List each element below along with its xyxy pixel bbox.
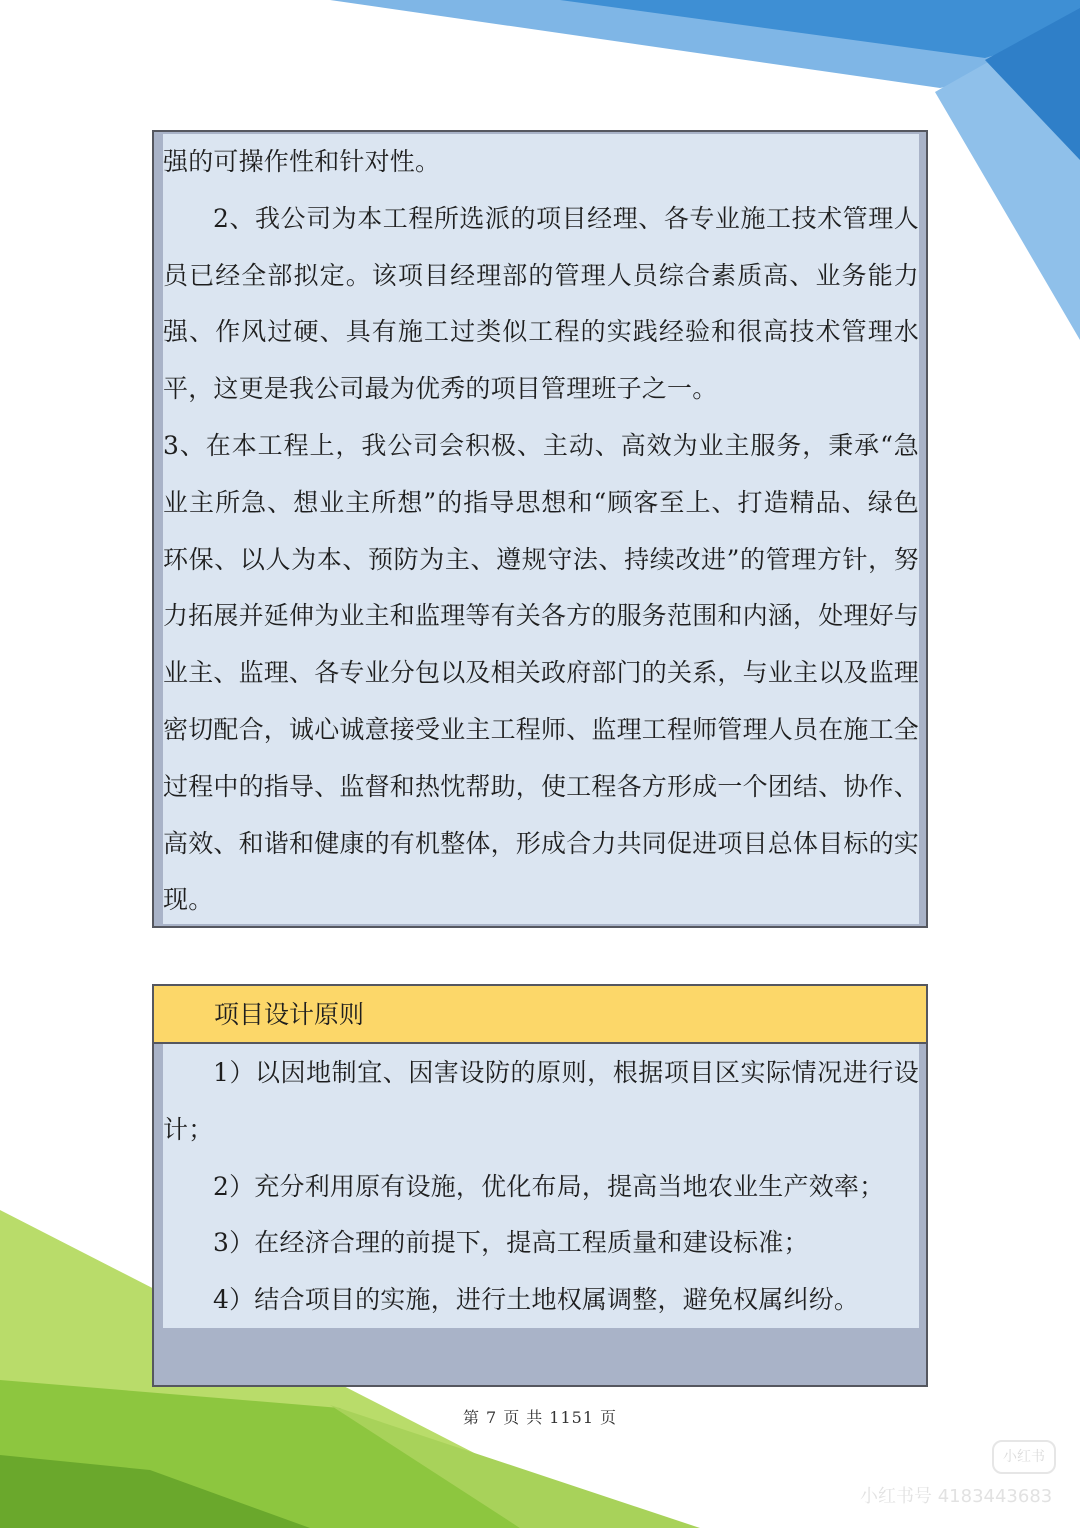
total-pages: 1151 [549, 1408, 594, 1427]
footer-label-end: 页 [600, 1408, 618, 1427]
principles-list [163, 1044, 919, 1329]
watermark-logo: 小红书 [992, 1440, 1056, 1474]
design-principles-panel [152, 984, 928, 1387]
paragraph-1: 强的可操作性和针对性。 [163, 147, 441, 176]
watermark-id: 小红书号 4183443683 [860, 1486, 1053, 1507]
page-number: 7 [486, 1408, 498, 1427]
footer-label-of: 页 共 [503, 1408, 544, 1427]
design-principles-title: 项目设计原则 [154, 986, 926, 1044]
content-panel-1-body [163, 134, 919, 924]
principle-item: 2）充分利用原有设施，优化布局，提高当地农业生产效率； [213, 1171, 885, 1201]
paragraph-3: 3、在本工程上，我公司会积极、主动、高效为业主服务，秉承“急业主所急、想业主所想”的指导思想和“顾客至上、打造精品、绿色环保、以人为本、预防为主、遵规守法、持续改进”的管理方针，努力拓展并延伸为业主和监理等有关各方的服务范围和内涵，处理好与业主、监理、各专业分包以及相关政府部门的关系，与业主以及监理密切配合，诚心诚意接受业主工程师、监理工程师管理人员在施工全过程中的指导、监督和热忱帮助，使工程各方形成一个团结、协作、高效、和谐和健康的有机整体，形成合力共同促进项目总体目标的实现。 [163, 430, 920, 915]
paragraph-2: 2、我公司为本工程所选派的项目经理、各专业施工技术管理人员已经全部拟定。该项目经理部的管理人员综合素质高、业务能力强、作风过硬、具有施工过类似工程的实践经验和很高技术管理水平，这更是我公司最为优秀的项目管理班子之一。 [163, 203, 919, 404]
principle-item: 3）在经济合理的前提下，提高工程质量和建设标准； [213, 1228, 809, 1258]
footer-label-page: 第 [462, 1408, 480, 1427]
page-footer [0, 1405, 1080, 1428]
content-panel-1 [152, 130, 928, 928]
section1-text [163, 134, 919, 929]
principle-item: 1）以因地制宜、因害设防的原则，根据项目区实际情况进行设计； [163, 1058, 919, 1144]
principle-item: 4）结合项目的实施，进行土地权属调整，避免权属纠纷。 [213, 1285, 860, 1315]
design-principles-body [163, 1044, 919, 1328]
